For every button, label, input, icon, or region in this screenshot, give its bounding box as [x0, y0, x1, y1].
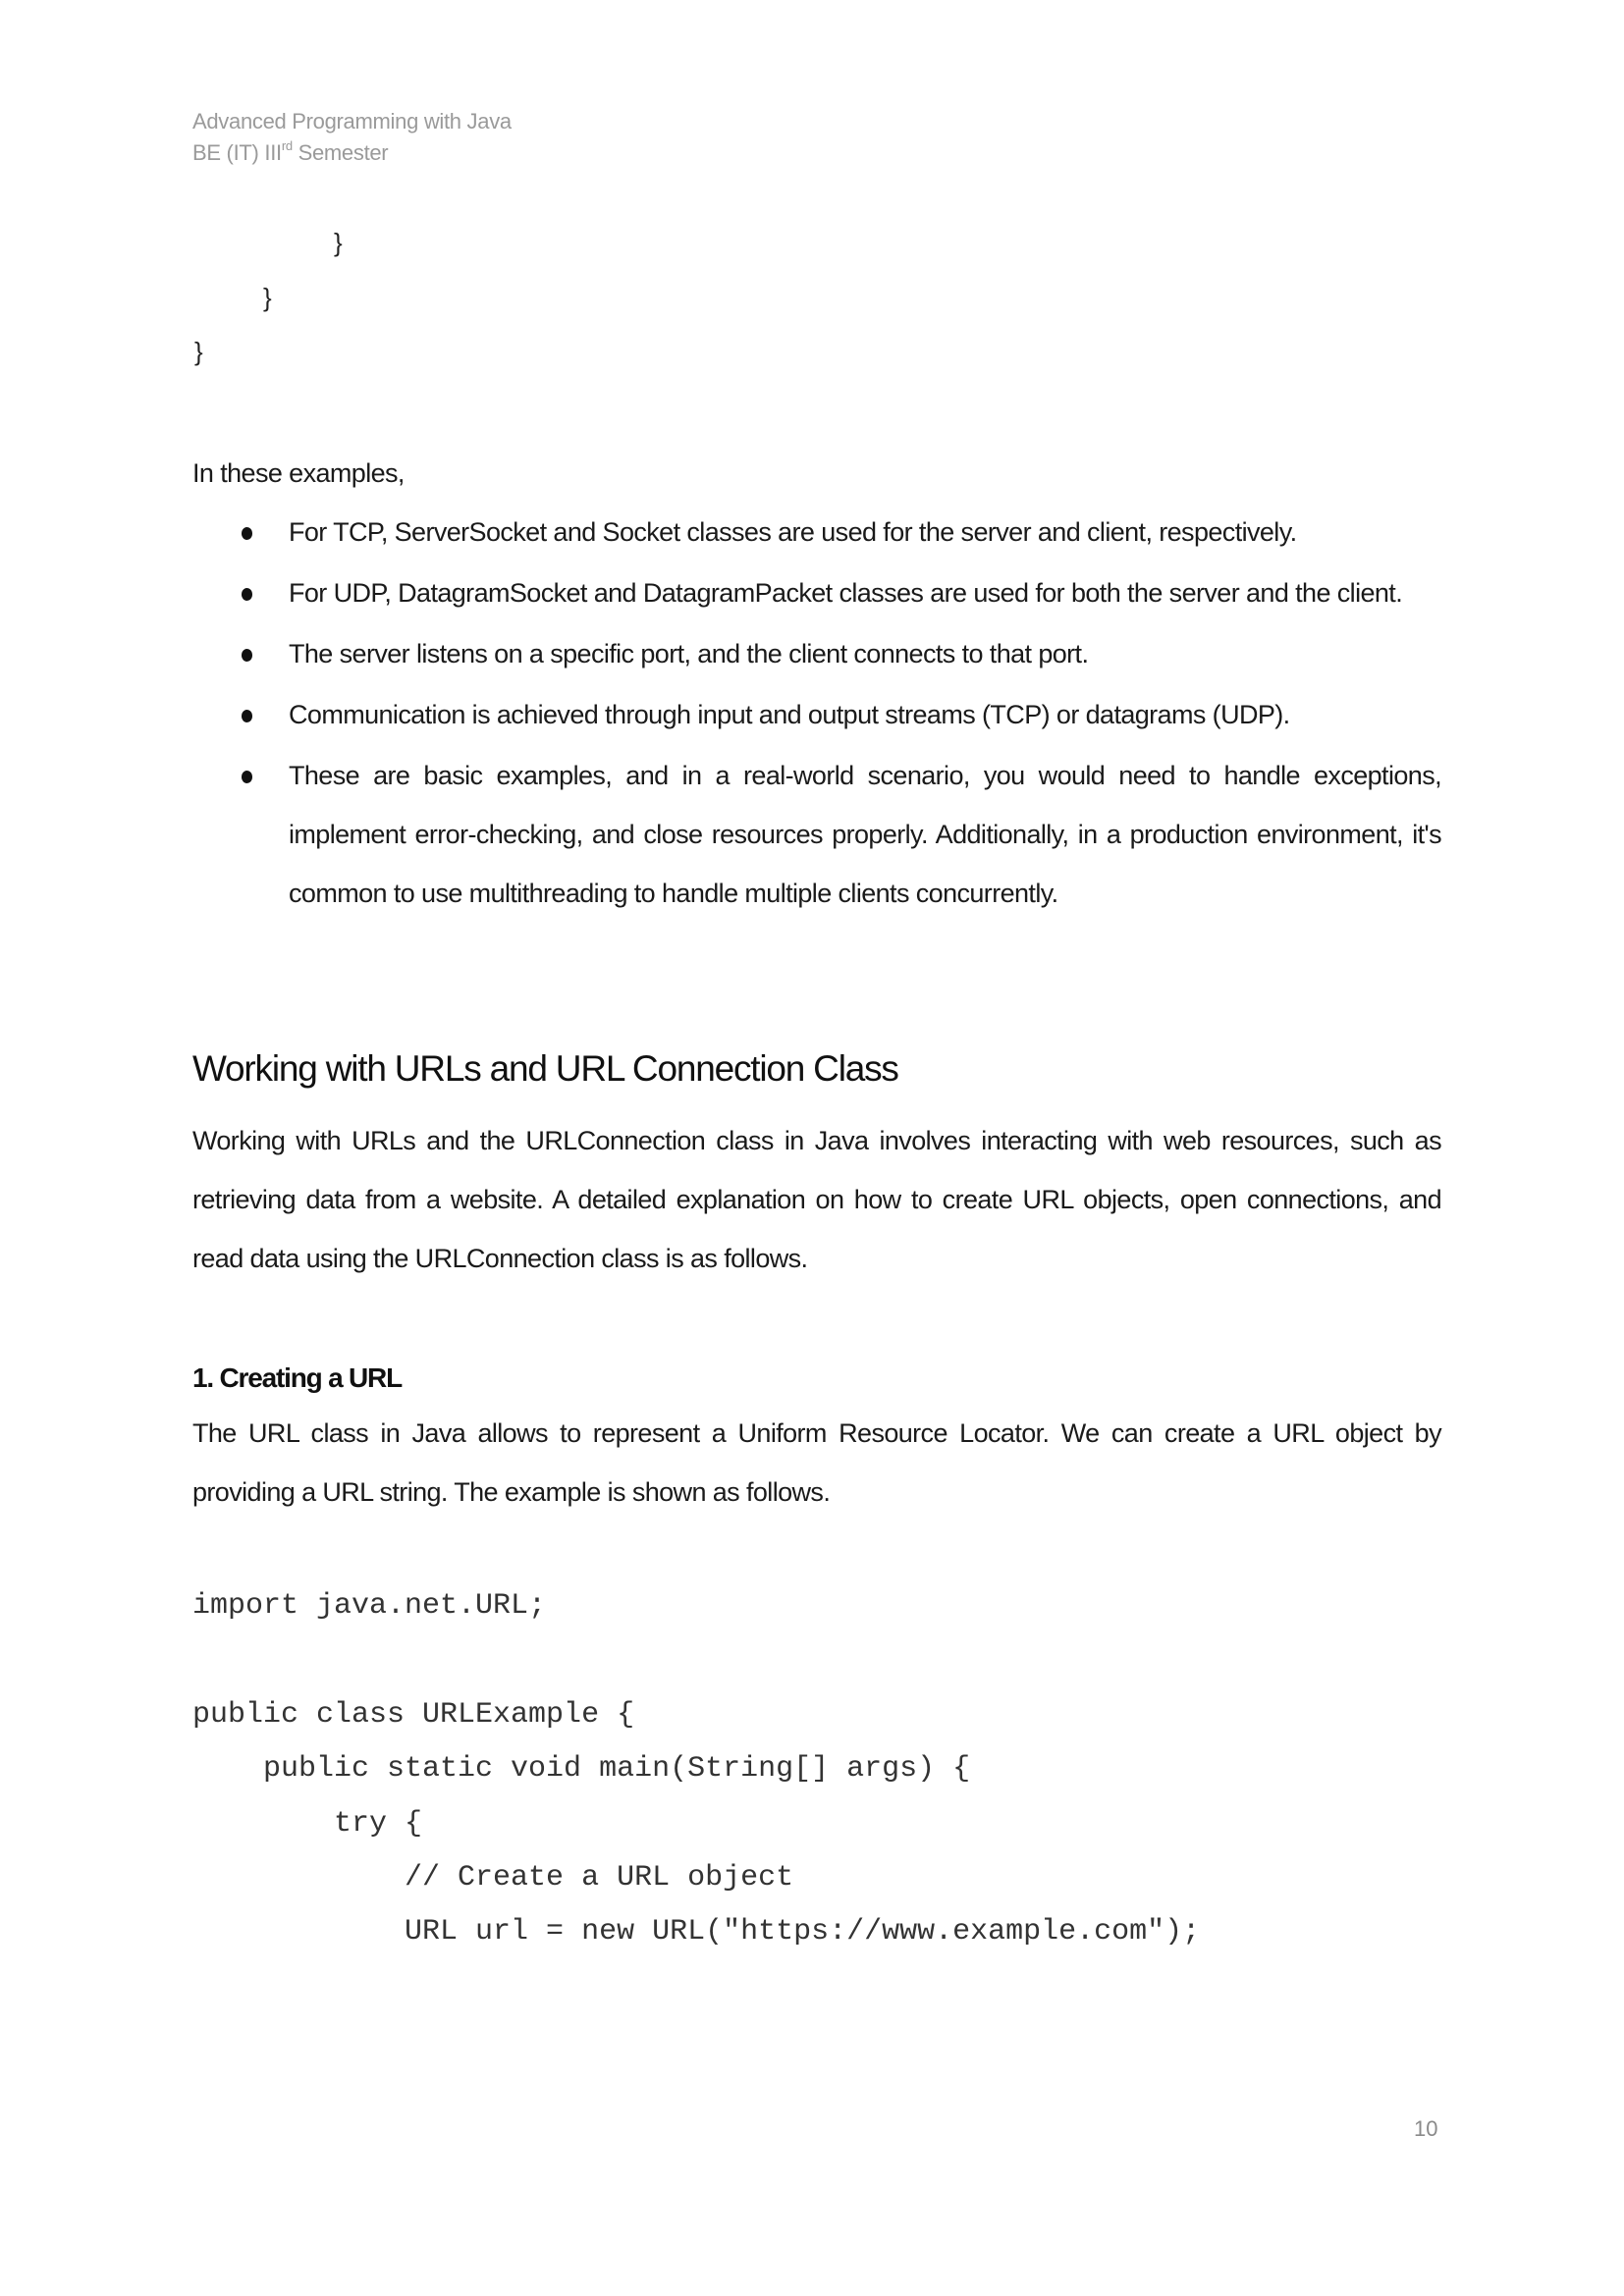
- list-item: For UDP, DatagramSocket and DatagramPacket classes are used for both the server and the client.: [192, 563, 1441, 622]
- code-line: public class URLExample {: [192, 1698, 635, 1732]
- subsection-heading: 1. Creating a URL: [192, 1362, 402, 1393]
- code-closing-brace: }: [263, 283, 272, 312]
- code-line: public static void main(String[] args) {: [192, 1752, 971, 1786]
- intro-paragraph: In these examples,: [192, 458, 405, 488]
- header-semester: BE (IT) IIIrd Semester: [192, 138, 389, 165]
- bullet-icon: [242, 527, 252, 540]
- code-line: import java.net.URL;: [192, 1589, 547, 1623]
- page-number: 10: [1414, 2116, 1438, 2141]
- list-item: The server listens on a specific port, and the client connects to that port.: [192, 624, 1441, 683]
- bullet-icon: [242, 710, 252, 722]
- bullet-icon: [242, 588, 252, 601]
- running-header: [192, 106, 512, 169]
- list-item: Communication is achieved through input and output streams (TCP) or datagrams (UDP).: [192, 685, 1441, 744]
- list-item: For TCP, ServerSocket and Socket classes are used for the server and client, respectively.: [192, 503, 1441, 561]
- bullet-icon: [242, 771, 252, 783]
- section-heading: Working with URLs and URL Connection Class: [192, 1048, 898, 1089]
- subsection-paragraph: The URL class in Java allows to represent a Uniform Resource Locator. We can create a URL object by providing a URL string. The example is shown as follows.: [192, 1418, 1441, 1507]
- code-line: URL url = new URL("https://www.example.com");: [192, 1915, 1201, 1949]
- section-paragraph: Working with URLs and the URLConnection class in Java involves interacting with web resources, such as retrieving data from a website. A detailed explanation on how to create URL objects, open connections, and read data using the URLConnection class is as follows.: [192, 1126, 1441, 1273]
- code-closing-brace: }: [334, 228, 343, 257]
- code-line: try {: [192, 1807, 423, 1841]
- code-closing-brace: }: [194, 337, 203, 366]
- header-course-title: Advanced Programming with Java: [192, 109, 512, 133]
- bullet-list: [192, 503, 1441, 925]
- code-comment: // Create a URL object: [192, 1861, 794, 1895]
- bullet-icon: [242, 649, 252, 662]
- list-item: These are basic examples, and in a real-world scenario, you would need to handle exceptions, implement error-checking, and close resources properly. Additionally, in a production environment, it's common to use multithreading to handle multiple clients concurrently.: [192, 746, 1441, 923]
